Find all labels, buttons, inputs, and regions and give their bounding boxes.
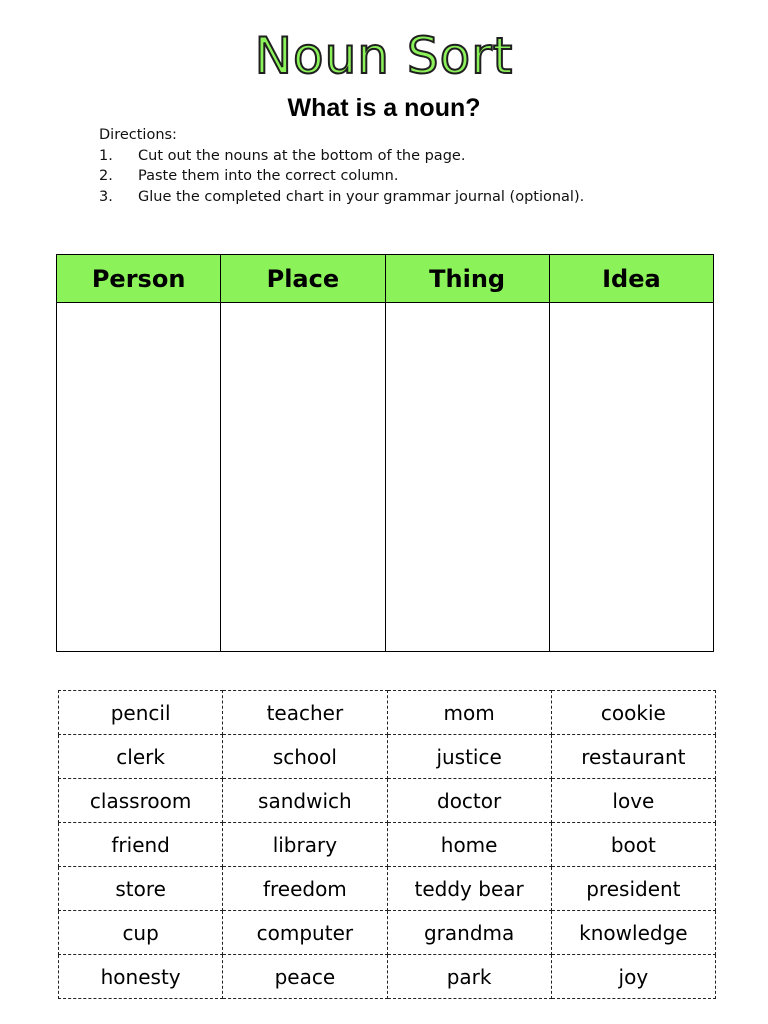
noun-sort-chart [56,254,714,652]
word-card: computer [223,911,387,955]
chart-body-row [57,303,714,652]
step-text: Paste them into the correct column. [138,168,399,184]
word-card: grandma [387,911,551,955]
word-card: honesty [59,955,223,999]
word-cards-grid [58,690,716,999]
direction-step [99,187,584,208]
word-card: sandwich [223,779,387,823]
step-number: 3. [99,188,113,205]
word-card: park [387,955,551,999]
column-header-thing: Thing [385,255,549,303]
word-card: cup [59,911,223,955]
word-card-row [59,867,716,911]
word-card: teddy bear [387,867,551,911]
word-card: school [223,735,387,779]
word-card: freedom [223,867,387,911]
word-card: pencil [59,691,223,735]
word-card: store [59,867,223,911]
column-header-place: Place [221,255,385,303]
column-header-person: Person [57,255,221,303]
word-card-row [59,911,716,955]
word-card: home [387,823,551,867]
word-card: library [223,823,387,867]
directions-heading: Directions: [99,127,177,143]
word-card-row [59,691,716,735]
word-card: president [551,867,715,911]
word-card: peace [223,955,387,999]
column-header-idea: Idea [549,255,713,303]
direction-step [99,146,584,167]
word-card: clerk [59,735,223,779]
chart-header-row [57,255,714,303]
page-subtitle: What is a noun? [287,94,481,122]
person-column-area [57,303,221,652]
word-card: cookie [551,691,715,735]
word-card: restaurant [551,735,715,779]
direction-step [99,166,584,187]
word-card: love [551,779,715,823]
word-card: joy [551,955,715,999]
word-card-row [59,735,716,779]
word-card: friend [59,823,223,867]
step-number: 2. [99,168,113,184]
step-number: 1. [99,147,113,164]
page-title: Noun Sort [254,27,514,85]
word-card-row [59,955,716,999]
word-card: teacher [223,691,387,735]
word-card: doctor [387,779,551,823]
directions [99,125,584,207]
thing-column-area [385,303,549,652]
word-card: justice [387,735,551,779]
word-card: classroom [59,779,223,823]
word-card: boot [551,823,715,867]
word-card-row [59,779,716,823]
word-card: knowledge [551,911,715,955]
word-card-row [59,823,716,867]
idea-column-area [549,303,713,652]
word-card: mom [387,691,551,735]
place-column-area [221,303,385,652]
step-text: Cut out the nouns at the bottom of the page. [138,147,466,164]
step-text: Glue the completed chart in your grammar journal (optional). [138,188,585,205]
